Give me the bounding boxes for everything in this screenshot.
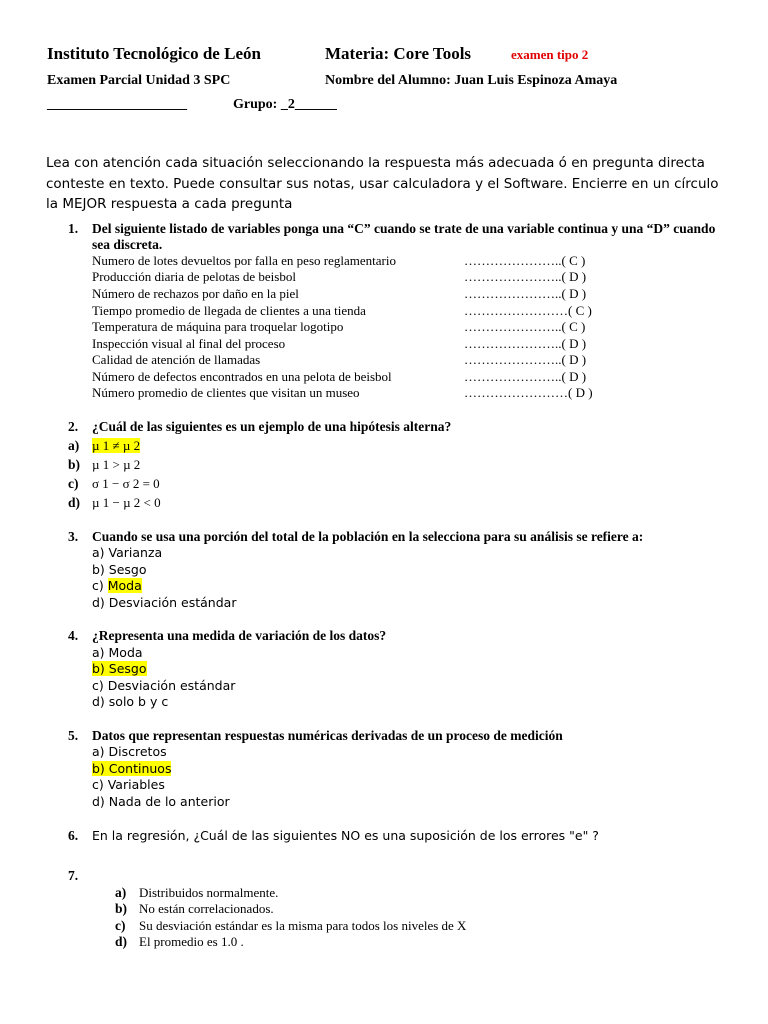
q1-row — [92, 253, 612, 269]
q2-text: ¿Cuál de las siguientes es un ejemplo de una hipótesis alterna? — [92, 419, 452, 434]
q1-row-label: Inspección visual al final del proceso — [92, 336, 286, 351]
q4-option-highlight: b) Sesgo — [92, 661, 147, 676]
q1-row — [92, 385, 612, 401]
q2-option-text: µ 1 > µ 2 — [92, 457, 141, 472]
q1-row-answer: ……………………( C ) — [464, 303, 592, 318]
q5-option-d[interactable]: d) Nada de lo anterior — [92, 794, 230, 809]
q5-option-b[interactable] — [92, 761, 171, 777]
q6-text: En la regresión, ¿Cuál de las siguientes NO es una suposición de los errores "e" ? — [92, 828, 599, 843]
q4-option-a[interactable]: a) Moda — [92, 645, 143, 660]
q4-number: 4. — [68, 628, 79, 643]
q1-row-answer: …………………..( C ) — [464, 253, 586, 268]
q3-option-prefix: c) — [92, 578, 108, 593]
q1-row — [92, 286, 612, 302]
q4-text: ¿Representa una medida de variación de los datos? — [92, 628, 387, 643]
q3-option-a[interactable]: a) Varianza — [92, 545, 163, 560]
q2-option-text: µ 1 ≠ µ 2 — [92, 438, 141, 453]
q7-option-letter: b) — [115, 901, 128, 916]
q5-option-c[interactable]: c) Variables — [92, 777, 165, 792]
q1-row-label: Numero de lotes devueltos por falla en peso reglamentario — [92, 253, 396, 268]
group-label: Grupo: _2______ — [233, 97, 337, 112]
q1-row-label: Número promedio de clientes que visitan un museo — [92, 385, 360, 400]
q1-row — [92, 269, 612, 285]
q1-text: Del siguiente listado de variables ponga una “C” cuando se trate de una variable continua y una “D” cuando sea discreta. — [92, 221, 716, 252]
q5-option-a[interactable]: a) Discretos — [92, 744, 167, 759]
q3-option-d[interactable]: d) Desviación estándar — [92, 595, 237, 610]
q1-row — [92, 352, 612, 368]
instructions: Lea con atención cada situación seleccionando la respuesta más adecuada ó en pregunta directa conteste en texto. Puede consultar sus notas, usar calculadora y el Software. Encierre en un círculo la MEJOR respuesta a cada pregunta — [46, 155, 719, 212]
q5-number: 5. — [68, 728, 79, 743]
q2-option-b[interactable] — [92, 457, 140, 473]
q4-option-c[interactable]: c) Desviación estándar — [92, 678, 236, 693]
q1-row-label: Temperatura de máquina para troquelar logotipo — [92, 319, 344, 334]
q1-row-answer: ……………………( D ) — [464, 385, 593, 400]
q2-option-d[interactable] — [92, 495, 161, 511]
q7-option-letter: d) — [115, 934, 128, 949]
q7-option-a[interactable]: Distribuidos normalmente. — [139, 885, 279, 900]
q2-number: 2. — [68, 419, 79, 434]
q1-row — [92, 303, 612, 319]
q1-row-answer: …………………..( D ) — [464, 336, 587, 351]
q1-row-answer: …………………..( D ) — [464, 352, 587, 367]
q2-option-a[interactable] — [92, 438, 140, 454]
q2-option-text: σ 1 − σ 2 = 0 — [92, 476, 160, 491]
student-name: Nombre del Alumno: Juan Luis Espinoza Amaya — [325, 73, 618, 88]
q3-option-b[interactable]: b) Sesgo — [92, 562, 147, 577]
q5-text: Datos que representan respuestas numéricas derivadas de un proceso de medición — [92, 728, 563, 743]
q1-row — [92, 336, 612, 352]
exam-type-label: examen tipo 2 — [511, 47, 589, 62]
q7-option-d[interactable]: El promedio es 1.0 . — [139, 934, 244, 949]
q2-option-letter: d) — [68, 495, 81, 510]
q1-row-answer: …………………..( D ) — [464, 269, 587, 284]
blank-line: ____________________ — [47, 97, 187, 112]
institute-name: Instituto Tecnológico de León — [47, 44, 261, 63]
q3-number: 3. — [68, 529, 79, 544]
subject-label: Materia: Core Tools — [325, 44, 472, 63]
q1-row-label: Producción diaria de pelotas de beisbol — [92, 269, 296, 284]
q5-option-highlight: b) Continuos — [92, 761, 172, 776]
q3-text: Cuando se usa una porción del total de la población en la selecciona para su análisis se refiere a: — [92, 529, 644, 544]
q1-row-label: Número de defectos encontrados en una pelota de beisbol — [92, 369, 392, 384]
q7-option-letter: c) — [115, 918, 126, 933]
q4-option-b[interactable] — [92, 661, 147, 677]
q2-option-text: µ 1 − µ 2 < 0 — [92, 495, 161, 510]
q1-row — [92, 369, 612, 385]
q2-option-letter: b) — [68, 457, 81, 472]
q7-option-b[interactable]: No están correlacionados. — [139, 901, 274, 916]
exam-title: Examen Parcial Unidad 3 SPC — [47, 73, 231, 88]
q1-number: 1. — [68, 221, 79, 236]
q3-option-c[interactable] — [92, 578, 142, 594]
q7-option-letter: a) — [115, 885, 127, 900]
q1-row-answer: …………………..( D ) — [464, 286, 587, 301]
q1-row-label: Calidad de atención de llamadas — [92, 352, 261, 367]
q4-option-d[interactable]: d) solo b y c — [92, 694, 169, 709]
q2-option-c[interactable] — [92, 476, 160, 492]
q1-row-answer: …………………..( C ) — [464, 319, 586, 334]
q7-option-c[interactable]: Su desviación estándar es la misma para todos los niveles de X — [139, 918, 467, 933]
q6-number: 6. — [68, 828, 79, 843]
q1-row-label: Número de rechazos por daño en la piel — [92, 286, 299, 301]
q3-option-highlight: Moda — [107, 578, 142, 593]
q7-number: 7. — [68, 868, 79, 883]
q2-option-letter: c) — [68, 476, 79, 491]
q2-option-letter: a) — [68, 438, 80, 453]
q1-row-label: Tiempo promedio de llegada de clientes a una tienda — [92, 303, 366, 318]
q1-row-answer: …………………..( D ) — [464, 369, 587, 384]
q1-row — [92, 319, 612, 335]
